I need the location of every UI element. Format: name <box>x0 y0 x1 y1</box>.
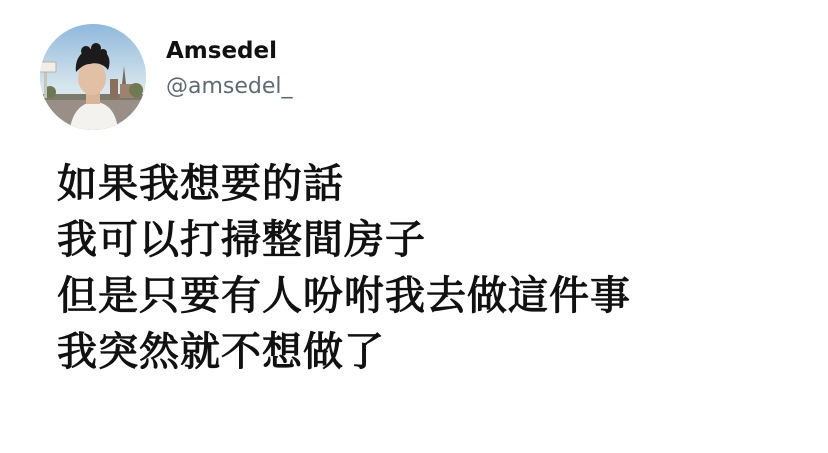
tweet-line: 但是只要有人吩咐我去做這件事 <box>57 273 631 319</box>
avatar[interactable] <box>40 24 146 130</box>
profile-photo-icon <box>40 24 146 130</box>
tweet-text <box>57 156 817 380</box>
author-names <box>166 36 293 102</box>
author-handle[interactable]: @amsedel_ <box>166 74 293 99</box>
tweet-header <box>40 22 293 132</box>
tweet-line: 我可以打掃整間房子 <box>57 217 426 263</box>
tweet-line: 我突然就不想做了 <box>57 329 385 375</box>
author-display-name[interactable]: Amsedel <box>166 38 278 64</box>
tweet-line: 如果我想要的話 <box>57 161 344 207</box>
